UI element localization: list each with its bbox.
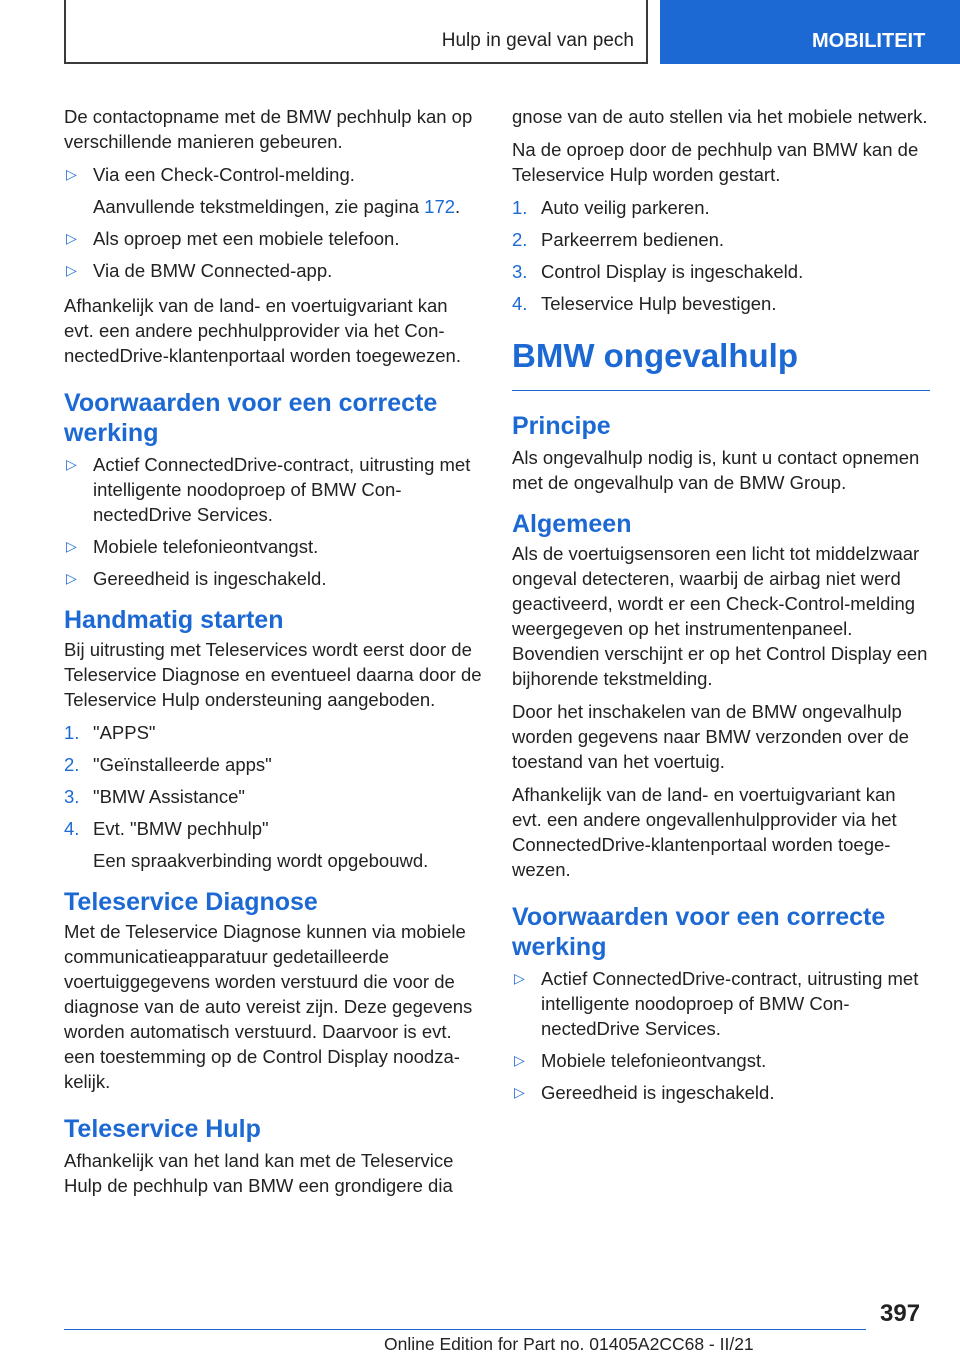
triangle-bullet-icon: ▷ (66, 230, 77, 246)
triangle-bullet-icon: ▷ (66, 262, 77, 278)
page-number: 397 (880, 1300, 921, 1327)
triangle-bullet-icon: ▷ (514, 970, 525, 986)
requirements-list (64, 452, 482, 591)
diagnose-heading: Teleservice Diagnose (64, 888, 318, 916)
list-item (64, 162, 482, 219)
step-item (512, 291, 930, 316)
list-item (64, 226, 482, 251)
principle-heading: Principe (512, 412, 611, 440)
step-number: 3. (64, 786, 80, 807)
step-text: "Geïnstalleerde apps" (93, 754, 272, 775)
step-number: 2. (64, 754, 80, 775)
step-text: Control Display is ingeschakeld. (541, 261, 804, 282)
general-paragraph: Als de voertuigsensoren een licht tot middelzwaar ongeval detecteren, waarbij de airbag niet werd geactiveerd, wordt er een Check-Control-melding weergegeven op het instrumentenpaneel. Bovendien verschijnt er op het Control Display een bijhorende tekstmelding. (512, 543, 928, 689)
requirements-list (512, 966, 930, 1105)
general-paragraph: Door het inschakelen van de BMW ongevalhulp worden gegevens naar BMW verzonden over de toestand van het voertuig. (512, 701, 909, 772)
footer-edition: Online Edition for Part no. 01405A2CC68 - II/21 (384, 1334, 754, 1354)
manual-start-heading: Handmatig starten (64, 606, 284, 634)
chapter-title: MOBILITEIT (812, 30, 926, 52)
list-item (64, 452, 482, 527)
list-item (64, 258, 482, 283)
step-number: 4. (512, 293, 528, 314)
step-item (64, 752, 482, 777)
triangle-bullet-icon: ▷ (66, 166, 77, 182)
teleservice-hulp-paragraph-continued: gnose van de auto stellen via het mobiele netwerk. (512, 106, 928, 127)
general-paragraph: Afhankelijk van de land- en voertuigvariant kan evt. een andere ongevallenhulpprovider via het ConnectedDrive-klantenportaal worden toegewezen. (512, 784, 897, 880)
section-tab (64, 0, 648, 64)
step-item (512, 259, 930, 284)
list-item (64, 566, 482, 591)
step-item (64, 784, 482, 809)
footer-divider (64, 1329, 866, 1330)
step-item (512, 195, 930, 220)
list-item-note: Aanvullende tekstmeldingen, zie pagina 172. (93, 196, 461, 217)
list-item (64, 534, 482, 559)
triangle-bullet-icon: ▷ (66, 456, 77, 472)
triangle-bullet-icon: ▷ (514, 1052, 525, 1068)
step-text: Auto veilig parkeren. (541, 197, 710, 218)
step-number: 1. (64, 722, 80, 743)
requirements-heading: Voorwaarden voor een correcte werking (512, 903, 886, 961)
step-number: 3. (512, 261, 528, 282)
list-item-text: Gereedheid is ingeschakeld. (541, 1082, 775, 1103)
requirements-heading: Voorwaarden voor een correcte werking (64, 389, 438, 447)
provider-note: Afhankelijk van de land- en voertuigvariant kan evt. een andere pechhulpprovider via het ConnectedDrive-klantenportaal worden toegewezen. (64, 295, 461, 366)
hulp-steps-list (512, 195, 930, 316)
step-item (64, 720, 482, 745)
list-item (512, 966, 930, 1041)
triangle-bullet-icon: ▷ (66, 570, 77, 586)
step-text: Parkeerrem bedienen. (541, 229, 725, 250)
list-item-text: Via de BMW Connected-app. (93, 260, 333, 281)
principle-paragraph: Als ongevalhulp nodig is, kunt u contact opnemen met de ongevalhulp van de BMW Group. (512, 447, 920, 493)
section-title: Hulp in geval van pech (441, 30, 634, 51)
list-item (512, 1080, 930, 1105)
step-text: Evt. "BMW pechhulp" (93, 818, 269, 839)
step-number: 1. (512, 197, 528, 218)
list-item-text: Mobiele telefonieontvangst. (541, 1050, 767, 1071)
list-item-text: Actief ConnectedDrive-contract, uitrusting met intelligente noodoproep of BMW ConnectedDrive Services. (93, 454, 471, 525)
diagnose-paragraph: Met de Teleservice Diagnose kunnen via mobiele communicatieapparatuur gedetailleerde voertuiggegevens worden verstuurd die voor de diagnose van de auto vereist zijn. Deze gegevens worden automatisch verstuurd. Daarvoor is evt. een toestemming op de Control Display noodzakelijk. (64, 921, 473, 1092)
general-heading: Algemeen (512, 510, 632, 538)
step-note: Een spraakverbinding wordt opgebouwd. (93, 850, 429, 871)
step-number: 4. (64, 818, 80, 839)
list-item-text: Als oproep met een mobiele telefoon. (93, 228, 400, 249)
teleservice-hulp-paragraph: Afhankelijk van het land kan met de Teleservice Hulp de pechhulp van BMW een grondigere dia (64, 1150, 454, 1196)
list-item-text: Mobiele telefonieontvangst. (93, 536, 319, 557)
chapter-heading: BMW ongevalhulp (512, 334, 930, 391)
list-item-text: Actief ConnectedDrive-contract, uitrusting met intelligente noodoproep of BMW ConnectedDrive Services. (541, 968, 919, 1039)
chapter-tab (660, 0, 960, 64)
step-text: "BMW Assistance" (93, 786, 245, 807)
step-number: 2. (512, 229, 528, 250)
list-item-text: Gereedheid is ingeschakeld. (93, 568, 327, 589)
page-reference-link[interactable]: 172 (424, 196, 456, 217)
intro-paragraph: De contactopname met de BMW pechhulp kan op verschillende manieren gebeuren. (64, 106, 473, 152)
step-text: Teleservice Hulp bevestigen. (541, 293, 777, 314)
right-column (512, 104, 930, 1115)
manual-start-paragraph: Bij uitrusting met Teleservices wordt eerst door de Teleservice Diagnose en eventueel daarna door de Teleservice Hulp ondersteuning aangeboden. (64, 639, 482, 710)
list-item-text: Via een Check-Control-melding. (93, 164, 355, 185)
triangle-bullet-icon: ▷ (514, 1084, 525, 1100)
contact-ways-list (64, 162, 482, 283)
manual-steps-list (64, 720, 482, 873)
step-item (64, 816, 482, 873)
triangle-bullet-icon: ▷ (66, 538, 77, 554)
list-item (512, 1048, 930, 1073)
step-text: "APPS" (93, 722, 156, 743)
left-column (64, 104, 482, 1206)
after-call-paragraph: Na de oproep door de pechhulp van BMW kan de Teleservice Hulp worden gestart. (512, 139, 919, 185)
teleservice-hulp-heading: Teleservice Hulp (64, 1115, 261, 1143)
step-item (512, 227, 930, 252)
